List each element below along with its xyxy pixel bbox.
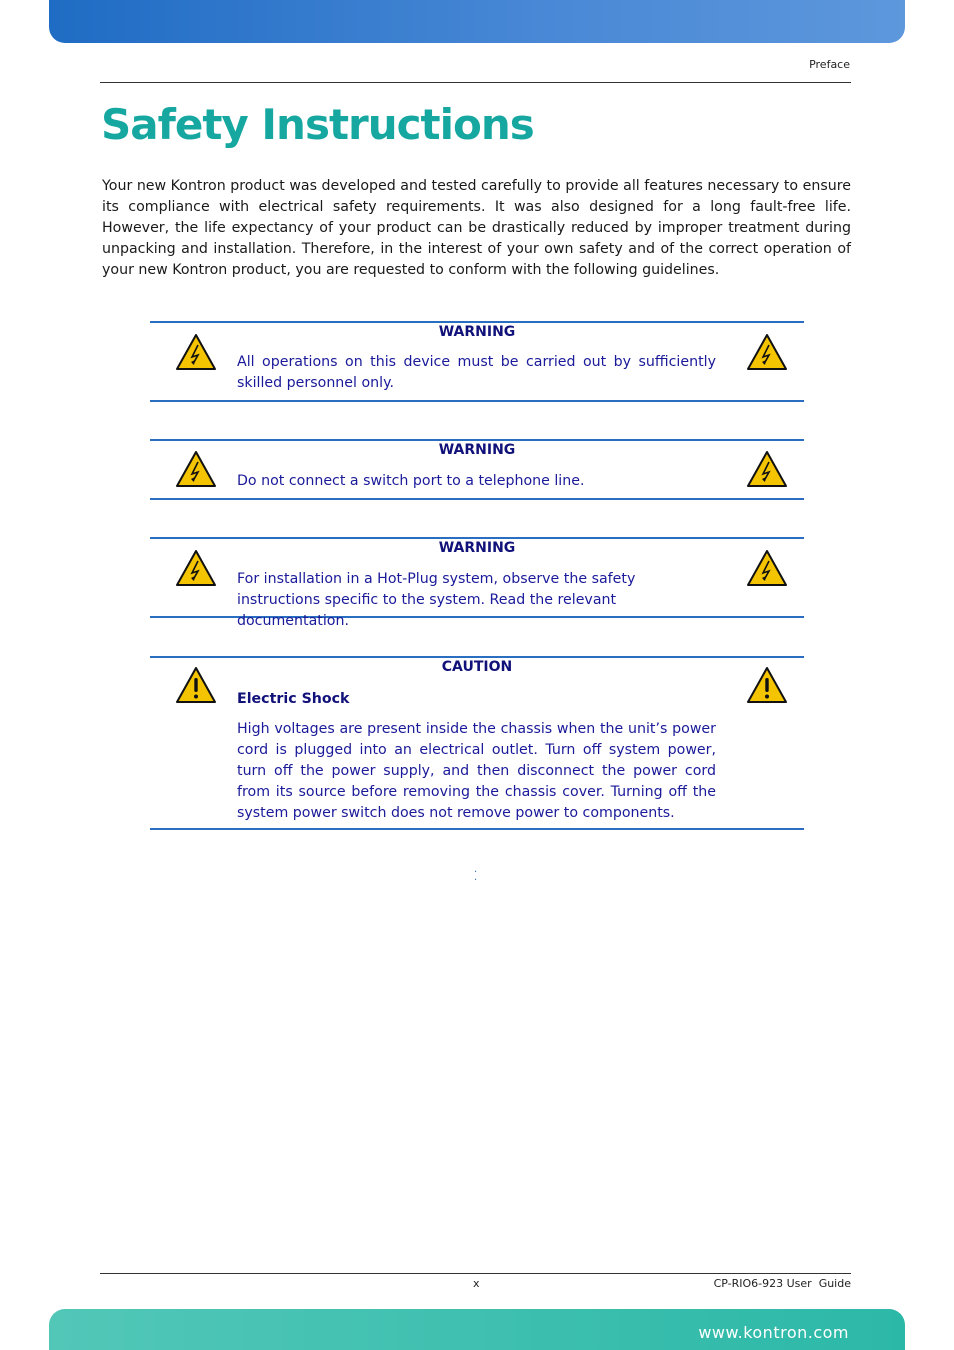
exclamation-hazard-icon bbox=[746, 666, 788, 704]
electric-hazard-icon bbox=[175, 450, 217, 488]
electric-hazard-icon bbox=[746, 549, 788, 587]
section-label: Preface bbox=[809, 58, 850, 71]
electric-hazard-icon bbox=[746, 450, 788, 488]
warning-notice-3 bbox=[150, 537, 804, 629]
notice-subheading bbox=[237, 689, 716, 710]
document-name: CP-RIO6-923 User Guide bbox=[713, 1277, 851, 1290]
electric-hazard-icon bbox=[175, 549, 217, 587]
notice-text: Do not connect a switch port to a telephone line. bbox=[237, 473, 585, 489]
notice-heading: WARNING bbox=[438, 540, 516, 556]
notice-heading: WARNING bbox=[438, 442, 516, 458]
notice-text: High voltages are present inside the chassis when the unit’s power cord is plugged into an electrical outlet. Turn off system power, turn off the power supply, and then disconnect the power cord from its source before removing the chassis cover. Turning off the system power switch does not remove power to components. bbox=[237, 721, 716, 821]
intro-paragraph: Your new Kontron product was developed and tested carefully to provide all features necessary to ensure its compliance with electrical safety requirements. It was also designed for a long fault-free life. However, the life expectancy of your product can be drastically reduced by improper treatment during unpacking and installation. Therefore, in the interest of your own safety and of the correct operation of your new Kontron product, you are requested to conform with the following guidelines. bbox=[102, 178, 851, 278]
electric-shock-label: Electric Shock bbox=[237, 691, 350, 707]
footer-divider bbox=[100, 1273, 851, 1274]
page-title: Safety Instructions bbox=[101, 100, 534, 149]
header-divider bbox=[100, 82, 851, 83]
page-number: x bbox=[473, 1277, 480, 1290]
exclamation-hazard-icon bbox=[175, 666, 217, 704]
notice-heading: WARNING bbox=[438, 324, 516, 340]
electric-hazard-icon bbox=[746, 333, 788, 371]
caution-notice bbox=[150, 656, 804, 830]
decorative-dots: . . bbox=[474, 864, 478, 883]
electric-hazard-icon bbox=[175, 333, 217, 371]
top-banner bbox=[49, 0, 905, 43]
bottom-banner bbox=[49, 1309, 905, 1350]
notice-text: For installation in a Hot-Plug system, observe the safety instructions specific to the system. Read the relevant documentation. bbox=[237, 571, 636, 629]
notice-text: All operations on this device must be carried out by sufficiently skilled personnel only. bbox=[237, 354, 716, 391]
warning-notice-2 bbox=[150, 439, 804, 500]
notice-heading: CAUTION bbox=[441, 659, 513, 675]
website-link[interactable]: www.kontron.com bbox=[698, 1323, 849, 1342]
warning-notice-1 bbox=[150, 321, 804, 402]
